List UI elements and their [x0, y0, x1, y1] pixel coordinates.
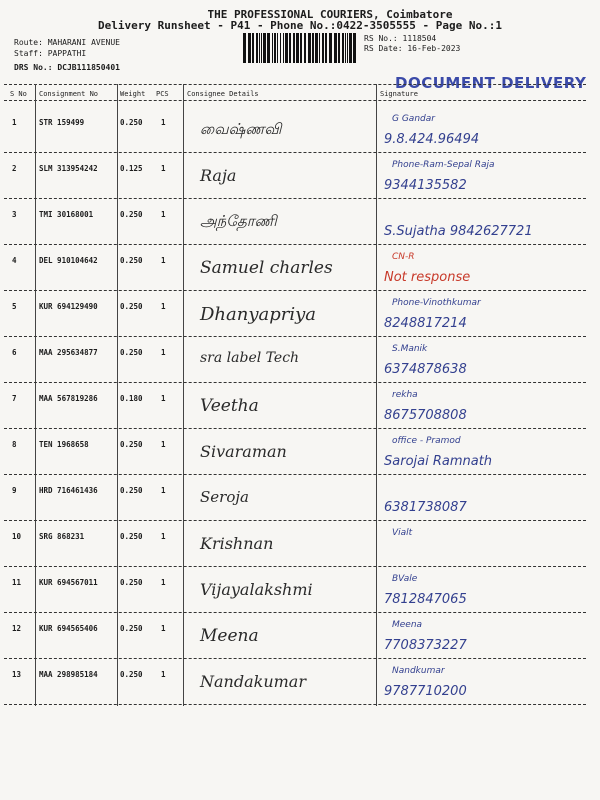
barcode-bar — [272, 33, 273, 63]
row-signature-note: S.Manik — [392, 344, 428, 354]
barcode-bar — [319, 33, 320, 63]
row-serial-number: 4 — [12, 256, 17, 265]
row-consignment-number: DEL 910104642 — [39, 256, 98, 265]
row-pieces: 1 — [161, 486, 166, 495]
row-pieces: 1 — [161, 210, 166, 219]
barcode-bar — [285, 33, 288, 63]
header-divider — [4, 84, 586, 85]
row-divider — [4, 612, 586, 613]
barcode-bar — [263, 33, 266, 63]
row-serial-number: 12 — [12, 624, 22, 633]
row-signature-note: office - Pramod — [392, 436, 461, 446]
drs-number: DRS No.: DCJB111850401 — [14, 63, 120, 72]
barcode-bar — [283, 33, 284, 63]
barcode-bar — [345, 33, 346, 63]
row-divider — [4, 428, 586, 429]
row-weight: 0.250 — [120, 118, 143, 127]
row-pieces: 1 — [161, 440, 166, 449]
barcode-bar — [289, 33, 291, 63]
barcode-bar — [315, 33, 318, 63]
barcode-bar — [259, 33, 260, 63]
row-weight: 0.250 — [120, 486, 143, 495]
row-signature-phone: 7708373227 — [384, 638, 467, 653]
row-weight: 0.250 — [120, 532, 143, 541]
barcode-bar — [274, 33, 276, 63]
row-consignee-name: Seroja — [200, 488, 249, 506]
row-consignee-name: Nandakumar — [200, 672, 306, 691]
row-consignment-number: STR 159499 — [39, 118, 85, 127]
row-signature-note: BVale — [392, 574, 418, 584]
row-serial-number: 9 — [12, 486, 17, 495]
row-consignment-number: HRD 716461436 — [39, 486, 98, 495]
row-pieces: 1 — [161, 578, 166, 587]
row-signature-phone: Sarojai Ramnath — [384, 454, 493, 469]
row-pieces: 1 — [161, 118, 166, 127]
row-consignment-number: KUR 694567011 — [39, 578, 98, 587]
row-pieces: 1 — [161, 532, 166, 541]
column-header-sno: S No — [10, 90, 27, 98]
row-pieces: 1 — [161, 256, 166, 265]
barcode-bar — [261, 33, 262, 63]
barcode-bar — [304, 33, 306, 63]
barcode-bar — [312, 33, 314, 63]
barcode-bar — [325, 33, 327, 63]
row-divider — [4, 198, 586, 199]
barcode-bar — [280, 33, 281, 63]
row-consignee-name: Dhanyapriya — [200, 304, 317, 325]
row-consignment-number: MAA 295634877 — [39, 348, 98, 357]
rs-number: RS No.: 1118504 — [364, 34, 437, 43]
row-weight: 0.125 — [120, 164, 143, 173]
row-signature-note: Nandkumar — [392, 666, 445, 676]
row-serial-number: 1 — [12, 118, 17, 127]
row-consignment-number: TMI 30168001 — [39, 210, 94, 219]
row-consignee-name: வைஷ்ணவி — [200, 120, 282, 138]
row-signature-phone: 8248817214 — [384, 316, 467, 331]
row-consignee-name: Veetha — [200, 396, 259, 416]
row-weight: 0.250 — [120, 440, 143, 449]
column-header-signature: Signature — [380, 90, 418, 98]
column-header-pcs: PCS — [156, 90, 169, 98]
company-title: THE PROFESSIONAL COURIERS, Coimbatore — [207, 8, 453, 21]
barcode-bar — [300, 33, 302, 63]
row-divider — [4, 566, 586, 567]
row-consignment-number: KUR 694129490 — [39, 302, 98, 311]
row-pieces: 1 — [161, 670, 166, 679]
row-pieces: 1 — [161, 348, 166, 357]
row-pieces: 1 — [161, 394, 166, 403]
row-consignee-name: Sivaraman — [200, 442, 287, 461]
row-signature-note: Phone-Vinothkumar — [392, 298, 481, 308]
row-divider — [4, 474, 586, 475]
rs-date: RS Date: 16-Feb-2023 — [364, 44, 461, 53]
barcode-bar — [347, 33, 348, 63]
row-divider — [4, 290, 586, 291]
barcode-bar — [256, 33, 258, 63]
row-signature-note: Meena — [392, 620, 423, 630]
row-signature-note: rekha — [392, 390, 418, 400]
row-consignment-number: TEN 1968658 — [39, 440, 89, 449]
row-serial-number: 5 — [12, 302, 17, 311]
row-signature-note: CN-R — [392, 252, 415, 262]
row-weight: 0.250 — [120, 578, 143, 587]
row-weight: 0.180 — [120, 394, 143, 403]
barcode-bar — [338, 33, 340, 63]
row-pieces: 1 — [161, 164, 166, 173]
row-divider — [4, 336, 586, 337]
row-weight: 0.250 — [120, 348, 143, 357]
barcode-bar — [252, 33, 254, 63]
barcode — [243, 33, 357, 63]
barcode-bar — [349, 33, 352, 63]
row-signature-note: Vialt — [392, 528, 413, 538]
row-consignee-name: Vijayalakshmi — [200, 580, 313, 599]
barcode-bar — [267, 33, 270, 63]
row-pieces: 1 — [161, 624, 166, 633]
row-consignee-name: Meena — [200, 626, 259, 646]
column-header-consignee: Consignee Details — [187, 90, 259, 98]
barcode-bar — [277, 33, 278, 63]
row-divider — [4, 704, 586, 705]
row-signature-phone: 7812847065 — [384, 592, 467, 607]
row-pieces: 1 — [161, 302, 166, 311]
row-consignee-name: Krishnan — [200, 534, 274, 553]
barcode-bar — [353, 33, 356, 63]
barcode-bar — [293, 33, 295, 63]
row-divider — [4, 382, 586, 383]
row-serial-number: 7 — [12, 394, 17, 403]
barcode-bar — [342, 33, 344, 63]
row-weight: 0.250 — [120, 256, 143, 265]
row-signature-note: G Gandar — [392, 114, 435, 124]
row-serial-number: 6 — [12, 348, 17, 357]
document-delivery-stamp: DOCUMENT DELIVERY — [395, 74, 587, 92]
route-label: Route: MAHARANI AVENUE — [14, 38, 120, 47]
barcode-bar — [334, 33, 337, 63]
row-serial-number: 10 — [12, 532, 22, 541]
row-serial-number: 3 — [12, 210, 17, 219]
row-signature-phone: S.Sujatha 9842627721 — [384, 224, 533, 239]
row-divider — [4, 520, 586, 521]
row-signature-phone: 9344135582 — [384, 178, 467, 193]
column-header-weight: Weight — [120, 90, 146, 98]
row-signature-phone: Not response — [384, 270, 471, 285]
column-divider — [4, 100, 586, 101]
row-signature-phone: 6381738087 — [384, 500, 467, 515]
row-weight: 0.250 — [120, 670, 143, 679]
row-consignment-number: MAA 567819286 — [39, 394, 98, 403]
barcode-bar — [308, 33, 311, 63]
row-weight: 0.250 — [120, 210, 143, 219]
row-consignee-name: அந்தோணி — [200, 212, 277, 230]
row-serial-number: 13 — [12, 670, 22, 679]
row-signature-phone: 9.8.424.96494 — [384, 132, 480, 147]
barcode-bar — [296, 33, 299, 63]
row-signature-note: Phone-Ram-Sepal Raja — [392, 160, 495, 170]
row-consignee-name: sra label Tech — [200, 350, 300, 366]
row-serial-number: 11 — [12, 578, 22, 587]
row-consignment-number: KUR 694565406 — [39, 624, 98, 633]
runsheet-title: Delivery Runsheet - P41 - Phone No.:0422-3505555 - Page No.:1 — [98, 19, 502, 32]
column-header-consignment: Consignment No — [39, 90, 99, 98]
barcode-bar — [243, 33, 246, 63]
barcode-bar — [248, 33, 251, 63]
row-weight: 0.250 — [120, 302, 143, 311]
row-divider — [4, 244, 586, 245]
row-divider — [4, 658, 586, 659]
row-consignee-name: Samuel charles — [200, 258, 333, 278]
row-divider — [4, 152, 586, 153]
barcode-bar — [329, 33, 332, 63]
staff-label: Staff: PAPPATHI — [14, 49, 87, 58]
row-weight: 0.250 — [120, 624, 143, 633]
row-signature-phone: 8675708808 — [384, 408, 467, 423]
row-signature-phone: 6374878638 — [384, 362, 467, 377]
row-consignment-number: SLM 313954242 — [39, 164, 98, 173]
row-serial-number: 2 — [12, 164, 17, 173]
row-signature-phone: 9787710200 — [384, 684, 467, 699]
row-consignment-number: MAA 298985184 — [39, 670, 98, 679]
row-consignment-number: SRG 868231 — [39, 532, 85, 541]
row-serial-number: 8 — [12, 440, 17, 449]
row-consignee-name: Raja — [200, 166, 237, 185]
barcode-bar — [322, 33, 324, 63]
